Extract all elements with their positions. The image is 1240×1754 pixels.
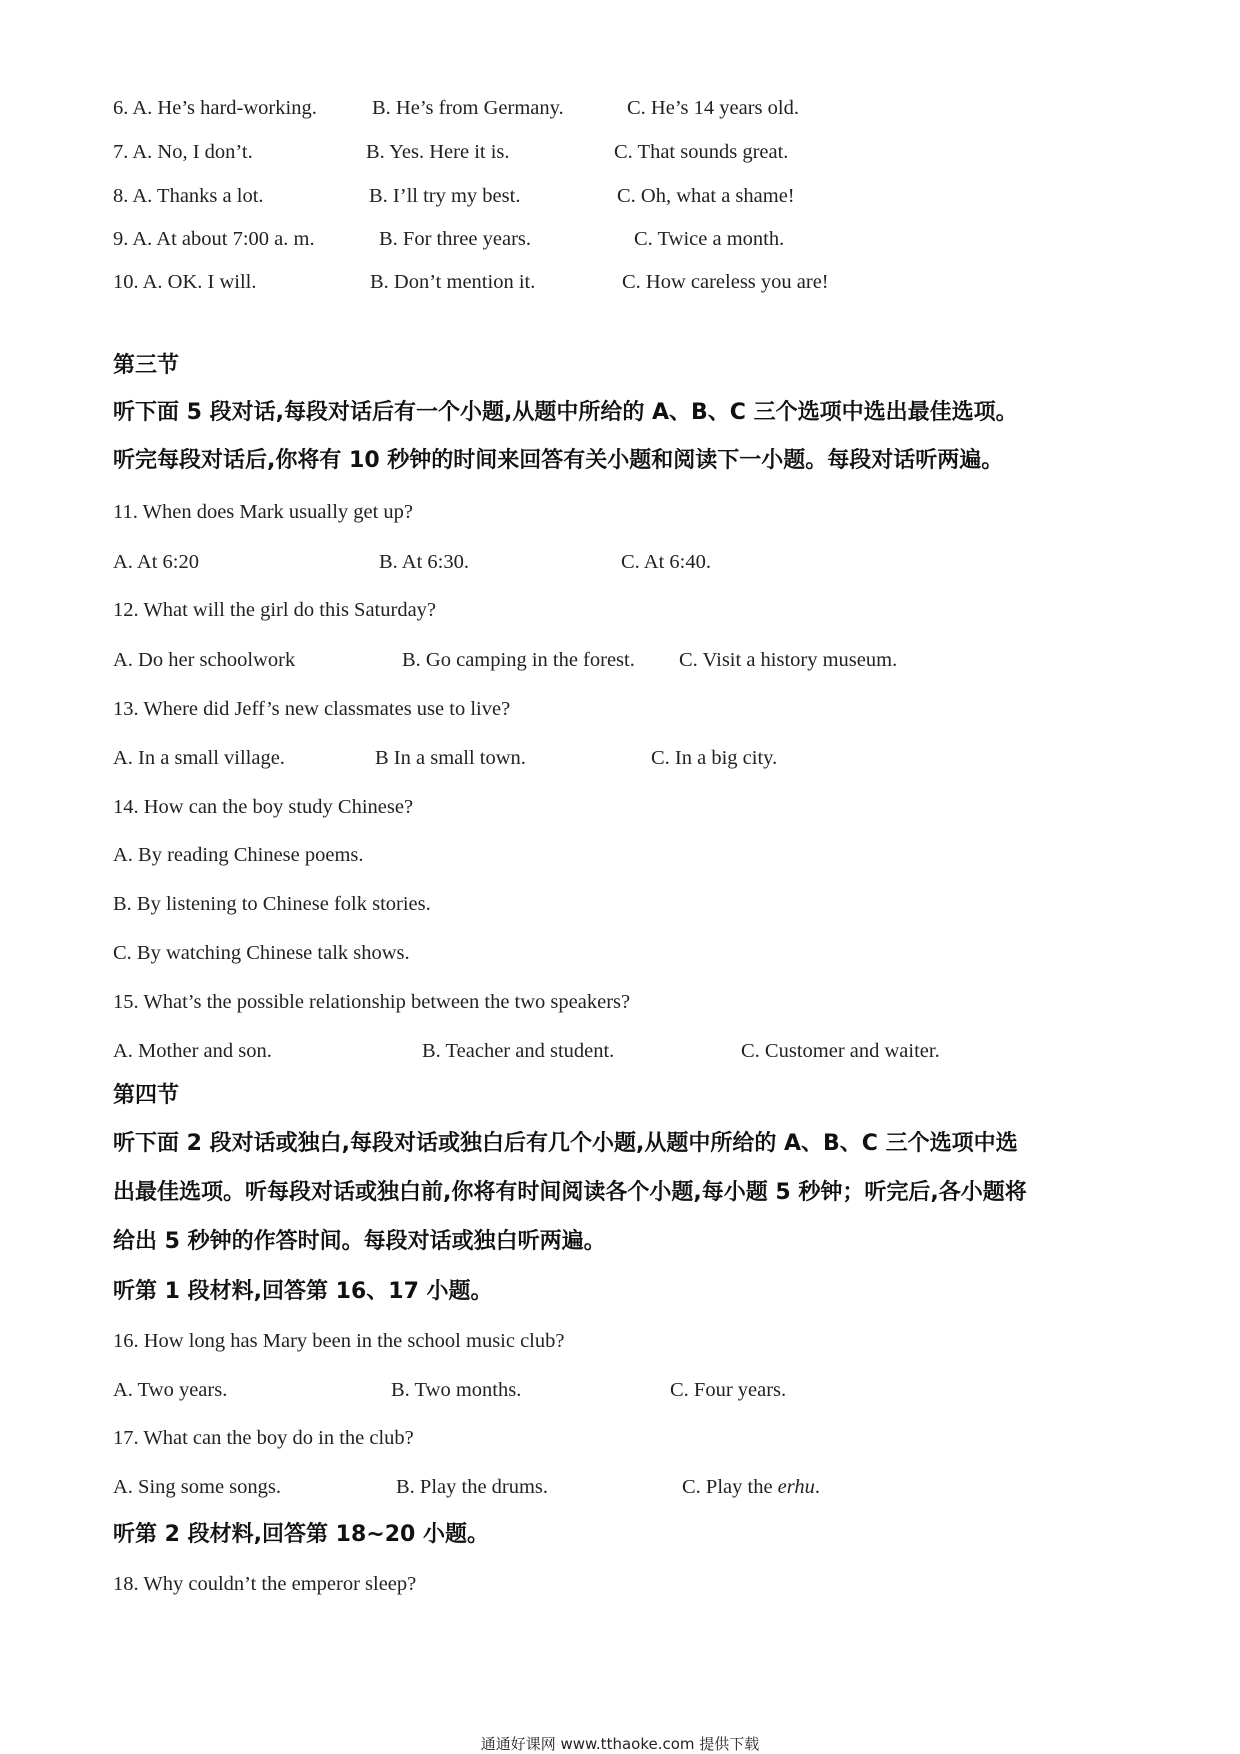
option-a: 7. A. No, I don’t. [113,141,253,163]
option-a: A. Do her schoolwork [113,649,296,671]
option-c: C. Twice a month. [634,228,785,250]
section3-instruction-1: 听下面 5 段对话,每段对话后有一个小题,从题中所给的 A、B、C 三个选项中选出最佳选项。 [113,400,1018,425]
option-a: 10. A. OK. I will. [113,271,257,293]
q15-question: 15. What’s the possible relationship between the two speakers? [113,991,631,1013]
q14-option-c: C. By watching Chinese talk shows. [113,942,410,964]
option-a: A. Sing some songs. [113,1476,282,1498]
option-b: B In a small town. [375,747,526,769]
q14-option-b: B. By listening to Chinese folk stories. [113,893,431,915]
q14-option-a: A. By reading Chinese poems. [113,844,364,866]
section4-heading: 第四节 [113,1083,180,1108]
section4-instruction-1: 听下面 2 段对话或独白,每段对话或独白后有几个小题,从题中所给的 A、B、C 三个选项中选 [113,1131,1018,1156]
section3-heading: 第三节 [113,353,180,378]
option-a: 8. A. Thanks a lot. [113,185,264,207]
page-footer: 通通好课网 www.tthaoke.com 提供下载 [480,1735,760,1753]
option-c: C. Customer and waiter. [741,1040,940,1062]
q14-question: 14. How can the boy study Chinese? [113,796,414,818]
option-c: C. Four years. [670,1379,787,1401]
q11-question: 11. When does Mark usually get up? [113,501,414,523]
q13-question: 13. Where did Jeff’s new classmates use to live? [113,698,511,720]
option-c: C. At 6:40. [621,551,711,573]
option-a: A. Mother and son. [113,1040,272,1062]
material-1-heading: 听第 1 段材料,回答第 16、17 小题。 [113,1279,493,1304]
option-b: B. Yes. Here it is. [366,141,510,163]
option-c-prefix: C. Play the [682,1476,778,1498]
option-b: B. For three years. [379,228,531,250]
section3-instruction-2: 听完每段对话后,你将有 10 秒钟的时间来回答有关小题和阅读下一小题。每段对话听两遍。 [113,448,1004,473]
option-c [682,1477,820,1498]
option-a: A. In a small village. [113,747,285,769]
option-b: B. He’s from Germany. [372,97,564,119]
option-b: B. I’ll try my best. [369,185,521,207]
option-a: 9. A. At about 7:00 a. m. [113,228,315,250]
section4-instruction-2: 出最佳选项。听每段对话或独白前,你将有时间阅读各个小题,每小题 5 秒钟；听完后,各小题将 [113,1180,1027,1205]
option-a: A. At 6:20 [113,551,199,573]
option-c: C. How careless you are! [622,271,829,293]
q12-question: 12. What will the girl do this Saturday? [113,599,437,621]
option-c-suffix: . [814,1476,821,1498]
option-a: 6. A. He’s hard-working. [113,97,317,119]
material-2-heading: 听第 2 段材料,回答第 18~20 小题。 [113,1522,489,1547]
option-b: B. Two months. [391,1379,522,1401]
q16-question: 16. How long has Mary been in the school music club? [113,1330,565,1352]
option-c: C. That sounds great. [614,141,789,163]
option-c-italic: erhu [777,1476,815,1498]
q18-question: 18. Why couldn’t the emperor sleep? [113,1573,417,1595]
option-b: B. Teacher and student. [422,1040,615,1062]
section4-instruction-3: 给出 5 秒钟的作答时间。每段对话或独白听两遍。 [113,1229,606,1254]
option-a: A. Two years. [113,1379,228,1401]
option-c: C. He’s 14 years old. [627,97,799,119]
option-b: B. Play the drums. [396,1476,549,1498]
option-b: B. Go camping in the forest. [402,649,635,671]
q17-question: 17. What can the boy do in the club? [113,1427,414,1449]
option-b: B. At 6:30. [379,551,469,573]
option-c: C. In a big city. [651,747,778,769]
option-c: C. Visit a history museum. [679,649,898,671]
option-c: C. Oh, what a shame! [617,185,795,207]
option-b: B. Don’t mention it. [370,271,536,293]
